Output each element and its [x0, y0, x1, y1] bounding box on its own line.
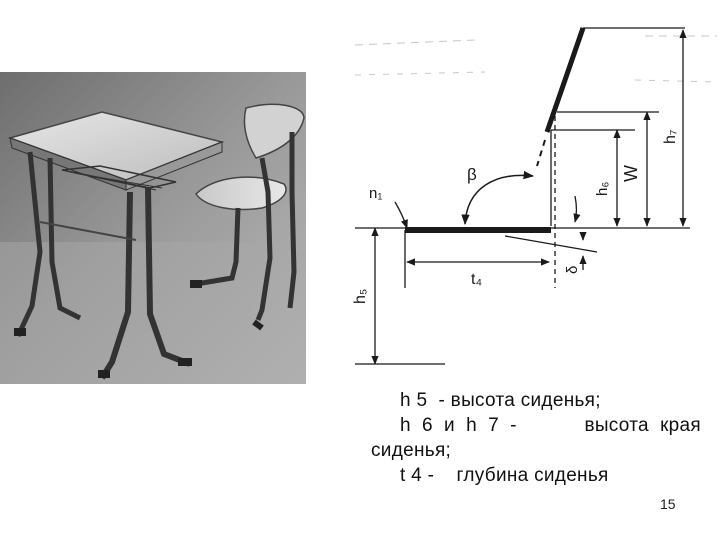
- label-h5: h₅: [352, 288, 369, 304]
- seat-dimension-diagram: [345, 0, 720, 372]
- backrest-line: [547, 28, 583, 132]
- label-w: W: [621, 165, 641, 182]
- label-beta: β: [467, 165, 477, 184]
- caption-line-continuation: сиденья;: [371, 440, 452, 461]
- caption-line-h5: h 5 - высота сиденья;: [400, 390, 601, 411]
- label-n1: n₁: [369, 185, 383, 202]
- label-h6: h₆: [594, 181, 611, 196]
- caption-line-t4: t 4 - глубина сиденья: [400, 465, 609, 486]
- caption-line-h6-h7-right: высота края: [584, 415, 701, 436]
- caption-line-h6-h7: [371, 413, 701, 438]
- label-t4: t₄: [471, 271, 482, 288]
- page-number: 15: [660, 496, 676, 512]
- label-h7: h₇: [662, 129, 679, 144]
- definitions-caption: [371, 388, 701, 488]
- desk-chair-photo: [0, 72, 306, 384]
- label-delta: δ: [564, 265, 581, 274]
- caption-line-h6-h7-left: h 6 и h 7 -: [400, 415, 517, 436]
